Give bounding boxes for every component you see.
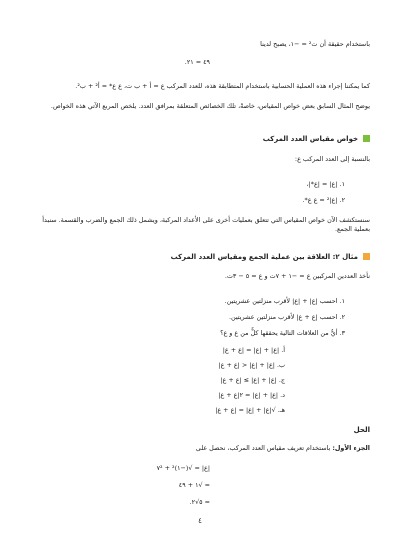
choice-d: د. |ع| + |ع| = ٢|ع + ع| [218,391,285,399]
box1-title [263,135,370,144]
intro-equation: ٤٩ = ٢١. [184,58,210,66]
part-1-label: الجزء الأول: [332,444,370,452]
solution-heading: الحل [353,426,370,434]
solution-eq-3: = ٥√٢. [189,498,210,506]
paragraph: سنستكشف الآن خواص المقياس التي تتعلق بعمليات أخرى على الأعداد المركبة، ويشمل ذلك الجمع والضرب والقسمة. سنبدأ بعملية الجمع. [42,216,370,233]
box1-item-2: ٢. |ع|² = ع ع*. [302,196,345,204]
box1-intro: بالنسبة إلى العدد المركب ع: [294,155,370,163]
choice-e: هـ. √|ع| + |ع| = |ع + ع| [215,406,285,414]
question-3: ٣. أيٌّ من العلاقات التالية يحققها كلٌّ من ع و ع؟ [220,329,345,337]
solution-eq-2: = √١ + ٤٩ [178,481,210,489]
box1-title-text: خواص مقياس العدد المركب [262,135,358,143]
green-square-icon [363,135,370,142]
example-given: نأخذ العددين المركبين ع = −١ + ٧ت و ع = ٥ − ٣ت. [224,272,370,280]
page-number: ٤ [198,517,202,525]
choice-b: ب. |ع| + |ع| < |ع + ع| [218,361,285,369]
choice-c: ج. |ع| + |ع| ≥ |ع + ع| [220,376,285,384]
intro-line-3: يوضح المثال السابق بعض خواص المقياس، خاصةً، تلك الخصائص المتعلقة بمرافق العدد. يلخص المربع الآتي هذه الخواص. [50,102,370,110]
solution-part-1 [196,444,370,453]
question-1: ١. احسب |ع| + |ع| لأقرب منزلتين عشريتين. [224,297,345,305]
question-2: ٢. احسب |ع + ع| لأقرب منزلتين عشريتين. [228,313,345,321]
intro-line-2: كما يمكننا إجراء هذه العملية الحسابية باستخدام المتطابقة هذه، للعدد المركب ع = أ + ب ت، ع ع* = أ² + ب². [75,82,370,90]
intro-line-1: باستخدام حقيقة أن ت² = −١، يصبح لدينا [260,40,370,48]
example-title [171,253,370,262]
choice-a: أ. |ع| + |ع| = |ع + ع| [222,346,285,354]
solution-eq-1: |ع| = √(−١)² + ٧² [156,464,210,472]
box1-item-1: ١. |ع| = |ع*|، [306,180,345,188]
example-title-text: مثال ٢: العلاقة بين عملية الجمع ومقياس العدد المركب [170,253,358,261]
part-1-text: باستخدام تعريف مقياس العدد المركب، نحصل على [195,444,333,452]
orange-square-icon [363,253,370,260]
